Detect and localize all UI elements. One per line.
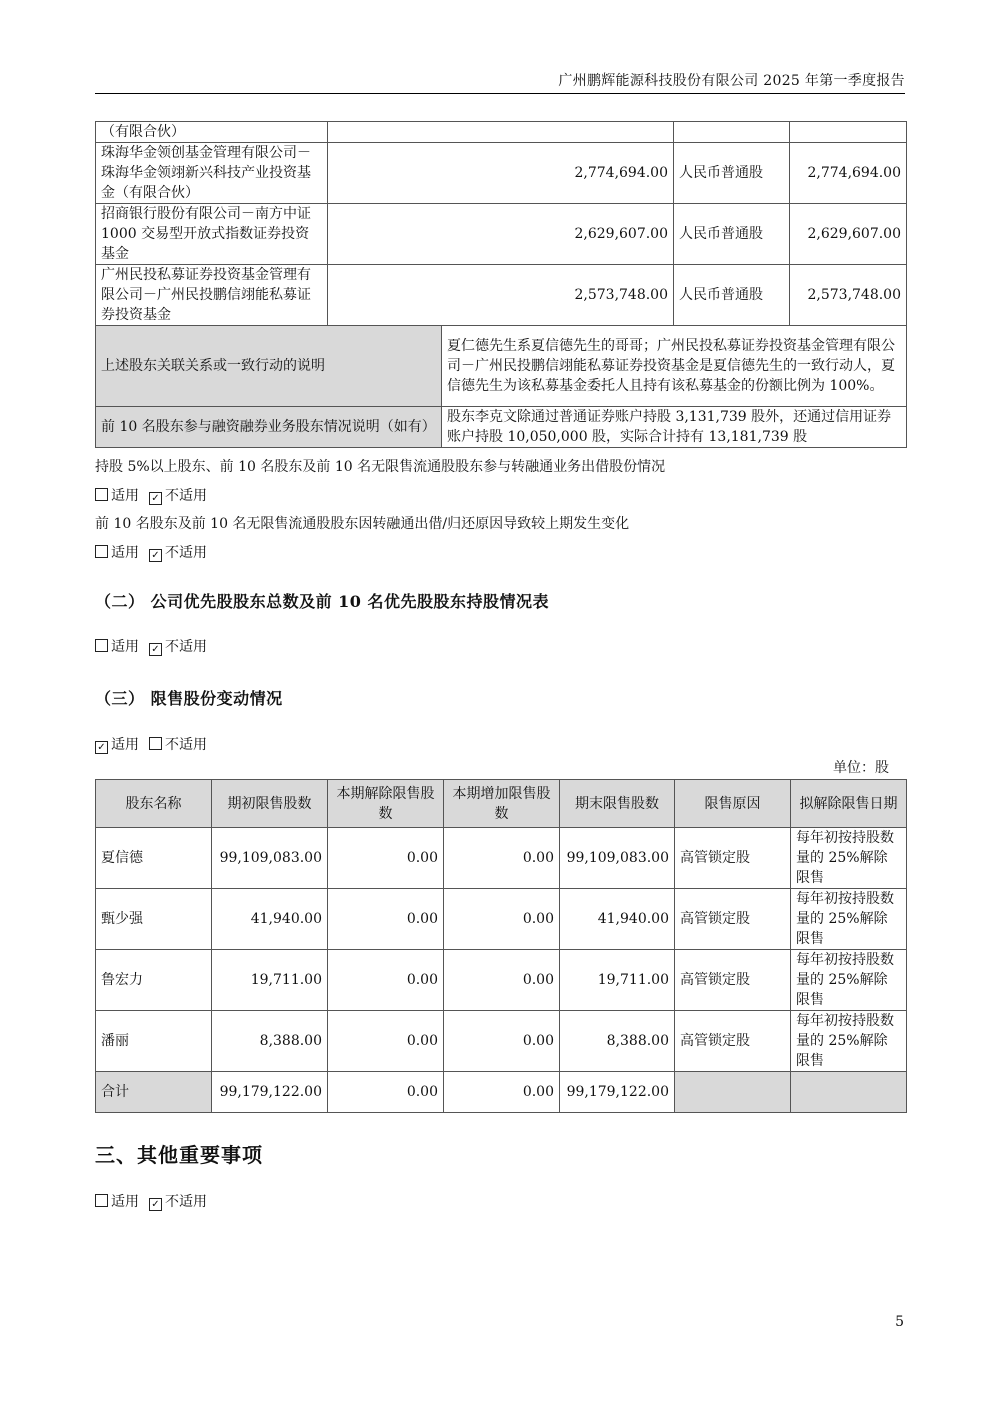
release-date: 每年初按持股数量的 25%解除限售 [791,1011,907,1072]
option-row-4 [95,734,207,754]
option-row-5 [95,1191,207,1211]
released-shares: 0.00 [328,889,444,950]
section-preferred-shares: （二） 公司优先股股东总数及前 10 名优先股股东持股情况表 [95,592,549,611]
holder-shares [328,122,674,143]
holder-qty: 2,629,607.00 [790,204,907,265]
released-shares: 0.00 [328,950,444,1011]
release-date: 每年初按持股数量的 25%解除限售 [791,828,907,889]
total-begin-shares: 99,179,122.00 [212,1072,328,1113]
column-header: 本期增加限售股数 [444,780,560,828]
table-row [96,122,907,143]
holder-name: （有限合伙） [96,122,328,143]
holder-shares: 2,573,748.00 [328,265,674,326]
table-row [96,889,907,950]
checked-checkbox-icon: ✓ [149,1198,162,1211]
restriction-reason: 高管锁定股 [675,889,791,950]
restriction-reason: 高管锁定股 [675,1011,791,1072]
added-shares: 0.00 [444,1011,560,1072]
option-label: 适用 [111,737,139,753]
table-row [96,265,907,326]
option-label: 不适用 [165,545,207,561]
release-date: 每年初按持股数量的 25%解除限售 [791,889,907,950]
option-row-1 [95,485,207,505]
begin-shares: 41,940.00 [212,889,328,950]
shareholder-name: 潘丽 [96,1011,212,1072]
unit-label: 单位：股 [833,760,889,776]
column-header: 本期解除限售股数 [328,780,444,828]
holder-shares: 2,774,694.00 [328,143,674,204]
begin-shares: 99,109,083.00 [212,828,328,889]
holder-type [674,122,790,143]
column-header: 期末限售股数 [560,780,675,828]
column-header: 股东名称 [96,780,212,828]
option-label: 不适用 [165,1194,207,1210]
table-row [96,950,907,1011]
table-row [96,143,907,204]
checked-checkbox-icon: ✓ [149,549,162,562]
margin-text: 股东李克文除通过普通证券账户持股 3,131,739 股外，还通过信用证券账户持股 10,050,000 股，实际合计持有 13,181,739 股 [442,407,907,448]
total-end-shares: 99,179,122.00 [560,1072,675,1113]
option-label: 适用 [111,1194,139,1210]
restricted-shares-table [95,779,907,1113]
table-row [96,407,907,448]
restriction-reason: 高管锁定股 [675,828,791,889]
holder-name: 广州民投私募证券投资基金管理有限公司－广州民投鹏信翊能私募证券投资基金 [96,265,328,326]
holder-qty: 2,774,694.00 [790,143,907,204]
unchecked-checkbox-icon [95,488,108,501]
shareholder-name: 夏信德 [96,828,212,889]
column-header: 限售原因 [675,780,791,828]
header-divider [95,93,905,94]
checked-checkbox-icon: ✓ [95,741,108,754]
table-row [96,828,907,889]
option-row-3 [95,636,207,656]
holder-qty: 2,573,748.00 [790,265,907,326]
option-row-2 [95,542,207,562]
holder-type: 人民币普通股 [674,204,790,265]
margin-label: 前 10 名股东参与融资融券业务股东情况说明（如有） [96,407,442,448]
unchecked-checkbox-icon [95,639,108,652]
table-row [96,1011,907,1072]
begin-shares: 19,711.00 [212,950,328,1011]
total-released-shares: 0.00 [328,1072,444,1113]
end-shares: 8,388.00 [560,1011,675,1072]
added-shares: 0.00 [444,950,560,1011]
begin-shares: 8,388.00 [212,1011,328,1072]
checked-checkbox-icon: ✓ [149,492,162,505]
total-date [791,1072,907,1113]
unchecked-checkbox-icon [95,1194,108,1207]
report-header: 广州鹏辉能源科技股份有限公司 2025 年第一季度报告 [558,73,905,89]
end-shares: 41,940.00 [560,889,675,950]
top-holders-table [95,121,907,448]
column-header: 拟解除限售日期 [791,780,907,828]
table-total-row [96,1072,907,1113]
released-shares: 0.00 [328,1011,444,1072]
holder-type: 人民币普通股 [674,143,790,204]
option-label: 不适用 [165,488,207,504]
shareholder-name: 甄少强 [96,889,212,950]
restriction-reason: 高管锁定股 [675,950,791,1011]
holder-type: 人民币普通股 [674,265,790,326]
release-date: 每年初按持股数量的 25%解除限售 [791,950,907,1011]
option-label: 适用 [111,639,139,655]
holder-name: 招商银行股份有限公司－南方中证 1000 交易型开放式指数证券投资基金 [96,204,328,265]
option-label: 适用 [111,545,139,561]
section-other-matters: 三、其他重要事项 [95,1143,263,1167]
total-added-shares: 0.00 [444,1072,560,1113]
unchecked-checkbox-icon [149,737,162,750]
option-label: 适用 [111,488,139,504]
option-label: 不适用 [165,737,207,753]
holder-name: 珠海华金领创基金管理有限公司－珠海华金领翊新兴科技产业投资基金（有限合伙） [96,143,328,204]
option-label: 不适用 [165,639,207,655]
holder-qty [790,122,907,143]
table-row [96,326,907,407]
relation-label: 上述股东关联关系或一致行动的说明 [96,326,442,407]
released-shares: 0.00 [328,828,444,889]
page-number: 5 [895,1314,904,1330]
total-reason [675,1072,791,1113]
lending-note: 持股 5%以上股东、前 10 名股东及前 10 名无限售流通股股东参与转融通业务出借股份情况 [95,459,666,475]
end-shares: 99,109,083.00 [560,828,675,889]
shareholder-name: 鲁宏力 [96,950,212,1011]
total-label: 合计 [96,1072,212,1113]
table-row [96,204,907,265]
added-shares: 0.00 [444,828,560,889]
unchecked-checkbox-icon [95,545,108,558]
added-shares: 0.00 [444,889,560,950]
checked-checkbox-icon: ✓ [149,643,162,656]
end-shares: 19,711.00 [560,950,675,1011]
relation-text: 夏仁德先生系夏信德先生的哥哥；广州民投私募证券投资基金管理有限公司－广州民投鹏信翊能私募证券投资基金是夏信德先生的一致行动人，夏信德先生为该私募基金委托人且持有该私募基金的份额比例为 100%。 [442,326,907,407]
section-restricted-shares: （三） 限售股份变动情况 [95,689,283,708]
holder-shares: 2,629,607.00 [328,204,674,265]
column-header: 期初限售股数 [212,780,328,828]
change-note: 前 10 名股东及前 10 名无限售流通股股东因转融通出借/归还原因导致较上期发生变化 [95,516,630,532]
table-header-row [96,780,907,828]
